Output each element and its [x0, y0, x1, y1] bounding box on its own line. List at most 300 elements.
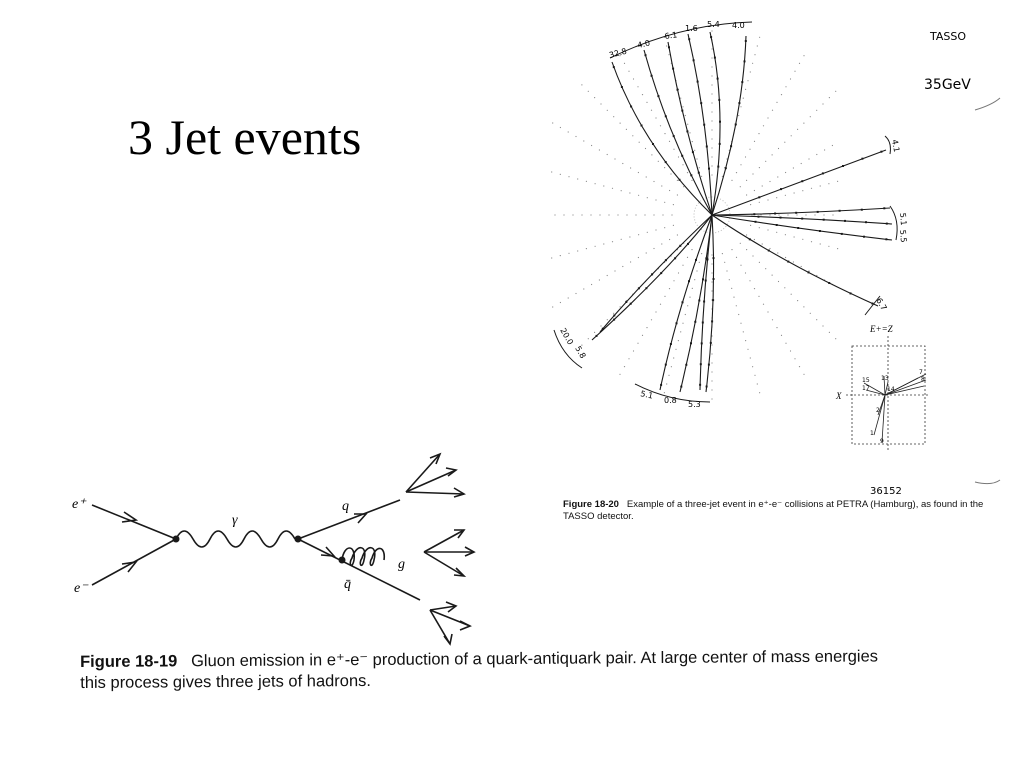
feynman-diagram: [60, 440, 500, 650]
detector-dot: [711, 102, 712, 103]
track-hit: [735, 124, 737, 126]
track-hit: [719, 143, 721, 145]
detector-dot: [811, 188, 812, 189]
detector-dot: [583, 140, 584, 141]
detector-dot: [781, 94, 782, 95]
detector-dot: [660, 304, 661, 305]
detector-dot: [673, 225, 674, 226]
detector-dot: [568, 131, 569, 132]
track-hit: [863, 236, 865, 238]
detector-dot: [787, 214, 788, 215]
detector-label: TASSO: [930, 30, 967, 43]
detector-dot: [664, 202, 665, 203]
inset-plot: [835, 324, 930, 450]
detector-dot: [617, 214, 618, 215]
detector-dot: [711, 138, 712, 139]
detector-dot: [603, 185, 604, 186]
detector-dot: [759, 262, 760, 263]
track-hit: [672, 68, 674, 70]
detector-dot: [678, 272, 679, 273]
momentum-label: 6.1: [664, 30, 678, 41]
detector-dot: [666, 383, 667, 384]
detector-dot: [762, 243, 763, 244]
detector-dot: [791, 294, 792, 295]
detector-dot: [607, 154, 608, 155]
detector-dot: [560, 255, 561, 256]
detector-dot: [607, 275, 608, 276]
momentum-label: 1.6: [685, 24, 698, 33]
detector-dot: [653, 181, 654, 182]
momentum-label: 5.8: [573, 344, 588, 361]
detector-dot: [614, 270, 615, 271]
jet-fan-middle: [424, 530, 474, 576]
detector-dot: [785, 257, 786, 258]
detector-dot: [772, 275, 773, 276]
inset-number: 13: [881, 375, 889, 382]
track-hit: [613, 66, 615, 68]
track-hit: [774, 213, 776, 215]
detector-dot: [607, 110, 608, 111]
track-hit: [613, 319, 615, 321]
caption-text: Example of a three-jet event in e⁺-e⁻ collisions at PETRA (Hamburg), as found in the TASSO detector.: [563, 499, 984, 522]
detector-dot: [577, 178, 578, 179]
particle-track: [600, 215, 712, 332]
detector-dot: [628, 358, 629, 359]
detector-dot: [785, 86, 786, 87]
detector-dot: [722, 176, 723, 177]
momentum-label: 6.7: [874, 296, 889, 313]
momentum-label: 20.0: [558, 326, 575, 347]
detector-dot: [776, 197, 777, 198]
detector-dot: [793, 261, 794, 262]
track-hit: [602, 328, 604, 330]
detector-dot: [701, 176, 702, 177]
detector-dot: [758, 133, 759, 134]
particle-tracks: [592, 32, 892, 392]
detector-dot: [669, 239, 670, 240]
detector-dot: [599, 149, 600, 150]
detector-dot: [552, 306, 553, 307]
detector-dot: [689, 132, 690, 133]
track-hit: [886, 223, 888, 225]
track-hit: [819, 230, 821, 232]
detector-dot: [747, 80, 748, 81]
track-hit: [694, 321, 696, 323]
detector-dot: [784, 287, 785, 288]
detector-dot: [776, 232, 777, 233]
detector-dot: [711, 290, 712, 291]
particle-track: [688, 34, 712, 215]
detector-dot: [711, 93, 712, 94]
track-hit: [613, 315, 615, 317]
track-hit: [688, 38, 690, 40]
detector-dot: [568, 297, 569, 298]
detector-dot: [752, 366, 753, 367]
detector-dot: [740, 265, 741, 266]
track-hit: [844, 220, 846, 222]
detector-dot: [796, 214, 797, 215]
detector-dot: [778, 148, 779, 149]
figure-18-20-caption: [563, 499, 993, 523]
detector-dot: [673, 149, 674, 150]
edge-mark: [975, 98, 1000, 110]
track-hit: [710, 36, 712, 38]
track-hit: [688, 280, 690, 282]
detector-dot: [655, 311, 656, 312]
detector-dot: [822, 325, 823, 326]
track-hit: [665, 259, 667, 261]
energy-label: 35GeV: [924, 77, 971, 93]
detector-dot: [837, 181, 838, 182]
track-hit: [668, 46, 670, 48]
detector-dot: [624, 63, 625, 64]
track-hit: [700, 102, 702, 104]
jet-fan-top: [406, 454, 464, 497]
detector-dot: [754, 141, 755, 142]
detector-dot: [763, 304, 764, 305]
track-hit: [883, 207, 885, 209]
e-minus-label: e⁻: [74, 581, 88, 596]
detector-dot: [711, 30, 712, 31]
detector-dot: [586, 248, 587, 249]
detector-dot: [629, 192, 630, 193]
track-hit: [713, 257, 715, 259]
track-hit: [660, 384, 662, 386]
detector-dot: [805, 214, 806, 215]
detector-dot: [781, 335, 782, 336]
track-hit: [674, 257, 676, 259]
detector-dot: [600, 103, 601, 104]
detector-dot: [745, 156, 746, 157]
gluon-label: g: [398, 557, 405, 572]
track-hit: [693, 59, 695, 61]
track-hit: [711, 320, 713, 322]
track-hit: [645, 287, 647, 289]
detector-dot: [794, 192, 795, 193]
track-hit: [665, 115, 667, 117]
track-hit: [749, 238, 751, 240]
detector-dot: [711, 156, 712, 157]
track-hit: [665, 364, 667, 366]
detector-dot: [816, 110, 817, 111]
detector-dot: [759, 167, 760, 168]
detector-dot: [750, 71, 751, 72]
detector-dot: [711, 84, 712, 85]
detector-dot: [794, 71, 795, 72]
track-hit: [673, 135, 675, 137]
track-hit: [725, 167, 727, 169]
momentum-arcs: [554, 22, 897, 402]
detector-dot: [711, 120, 712, 121]
detector-dot: [591, 145, 592, 146]
gamma-label: γ: [232, 513, 238, 528]
detector-dot: [673, 204, 674, 205]
inset-number: 9: [880, 438, 884, 445]
detector-dot: [711, 57, 712, 58]
detector-dot: [662, 214, 663, 215]
detector-dot: [622, 163, 623, 164]
track-hit: [641, 125, 643, 127]
detector-dot: [759, 202, 760, 203]
track-hit: [690, 174, 692, 176]
detector-dot: [671, 366, 672, 367]
track-hit: [780, 217, 782, 219]
detector-dot: [673, 280, 674, 281]
track-hit: [795, 212, 797, 214]
detector-dot: [699, 262, 700, 263]
detector-dot: [765, 161, 766, 162]
track-hit: [676, 322, 678, 324]
detector-dot: [797, 129, 798, 130]
detector-dot: [731, 180, 732, 181]
momentum-label: 32.8: [608, 46, 628, 60]
detector-dot: [801, 163, 802, 164]
detector-dot: [583, 288, 584, 289]
particle-track: [712, 215, 878, 306]
particle-track: [644, 50, 712, 215]
detector-dot: [560, 174, 561, 175]
detector-dot: [736, 172, 737, 173]
detector-dot: [835, 91, 836, 92]
detector-dot: [591, 284, 592, 285]
detector-dot: [733, 297, 734, 298]
inset-number: 15: [862, 377, 870, 384]
detector-dot: [726, 270, 727, 271]
momentum-label: 0.8: [664, 396, 677, 405]
detector-dot: [664, 296, 665, 297]
detector-dot: [638, 234, 639, 235]
detector-dot: [655, 229, 656, 230]
track-hit: [801, 180, 803, 182]
track-hit: [758, 196, 760, 198]
track-hit: [697, 81, 699, 83]
detector-dot: [736, 305, 737, 306]
detector-dot: [691, 249, 692, 250]
detector-dot: [560, 302, 561, 303]
momentum-label: 4.0: [732, 21, 745, 30]
detector-dot: [711, 66, 712, 67]
detector-dot: [767, 117, 768, 118]
detector-dot: [687, 124, 688, 125]
track-hit: [702, 278, 704, 280]
detector-dot: [608, 214, 609, 215]
detector-dot: [678, 340, 679, 341]
detector-dot: [694, 150, 695, 151]
detector-dot: [772, 154, 773, 155]
detector-dot: [655, 199, 656, 200]
track-hit: [839, 210, 841, 212]
detector-dot: [762, 185, 763, 186]
detector-dot: [633, 78, 634, 79]
track-hit: [718, 99, 720, 101]
track-hit: [686, 130, 688, 132]
track-hit: [625, 301, 627, 303]
detector-dot: [759, 392, 760, 393]
detector-dot: [687, 305, 688, 306]
detector-dot: [675, 349, 676, 350]
detector-dot: [568, 253, 569, 254]
detector-dot: [785, 172, 786, 173]
detector-dot: [790, 350, 791, 351]
detector-dot: [738, 115, 739, 116]
detector-dot: [810, 313, 811, 314]
detector-dot: [628, 71, 629, 72]
detector-dot: [832, 145, 833, 146]
detector-dot: [577, 250, 578, 251]
detector-dot: [637, 86, 638, 87]
inset-axis-left: X: [836, 391, 842, 401]
track-hit: [730, 145, 732, 147]
detector-dot: [731, 249, 732, 250]
track-hit: [657, 95, 659, 97]
detector-dot: [754, 288, 755, 289]
detector-dot: [619, 374, 620, 375]
detector-dot: [824, 149, 825, 150]
track-hit: [880, 151, 882, 153]
detector-dot: [677, 180, 678, 181]
detector-dot: [769, 248, 770, 249]
track-hit: [841, 233, 843, 235]
detector-dot: [820, 185, 821, 186]
slide-title: 3 Jet events: [128, 109, 362, 165]
detector-dot: [711, 272, 712, 273]
detector-dot: [769, 181, 770, 182]
detector-dot: [637, 343, 638, 344]
detector-dot: [668, 375, 669, 376]
detector-dot: [776, 327, 777, 328]
detector-dot: [711, 380, 712, 381]
detector-dot: [575, 136, 576, 137]
detector-dot: [757, 383, 758, 384]
detector-dot: [765, 268, 766, 269]
detector-dot: [711, 263, 712, 264]
detector-dot: [586, 181, 587, 182]
track-hit: [681, 155, 683, 157]
track-hit: [687, 243, 689, 245]
detector-dot: [645, 148, 646, 149]
detector-dot: [568, 176, 569, 177]
detector-dot: [677, 194, 678, 195]
inset-number: 1: [870, 430, 874, 437]
detector-dot: [752, 63, 753, 64]
detector-dot: [687, 257, 688, 258]
track-hit: [681, 110, 683, 112]
detector-dot: [572, 214, 573, 215]
detector-dot: [655, 117, 656, 118]
detector-dot: [647, 232, 648, 233]
detector-dot: [635, 214, 636, 215]
detector-dot: [746, 249, 747, 250]
detector-dot: [711, 129, 712, 130]
track-hit: [652, 143, 654, 145]
detector-dot: [595, 183, 596, 184]
track-hit: [823, 219, 825, 221]
detector-dot: [803, 123, 804, 124]
detector-dot: [738, 314, 739, 315]
detector-dot: [560, 127, 561, 128]
detector-dot: [678, 156, 679, 157]
track-hit: [817, 211, 819, 213]
detector-dot: [626, 129, 627, 130]
detector-dot: [747, 349, 748, 350]
track-hit: [710, 342, 712, 344]
detector-dot: [644, 214, 645, 215]
track-hit: [842, 165, 844, 167]
detector-dot: [642, 94, 643, 95]
detector-dot: [669, 288, 670, 289]
e-plus-label: e⁺: [72, 497, 86, 512]
detector-dot: [621, 239, 622, 240]
detector-dot: [802, 190, 803, 191]
track-hit: [755, 221, 757, 223]
detector-dot: [581, 214, 582, 215]
detector-dot: [600, 325, 601, 326]
track-hit: [699, 384, 701, 386]
detector-dot: [767, 229, 768, 230]
detector-dot: [776, 102, 777, 103]
track-hit: [808, 271, 810, 273]
track-hit: [706, 146, 708, 148]
detector-dot: [677, 234, 678, 235]
inset-number: 8: [921, 376, 925, 383]
detector-dot: [638, 172, 639, 173]
vertex: [339, 557, 346, 564]
detector-dot: [682, 265, 683, 266]
track-hit: [861, 158, 863, 160]
track-hit: [712, 299, 714, 301]
detector-dot: [633, 350, 634, 351]
detector-dot: [588, 338, 589, 339]
detector-dot: [749, 280, 750, 281]
track-hit: [758, 216, 760, 218]
detector-dot: [752, 255, 753, 256]
detector-dot: [801, 266, 802, 267]
detector-dot: [711, 254, 712, 255]
detector-dot: [696, 158, 697, 159]
edge-mark: [975, 480, 1000, 484]
detector-dot: [711, 48, 712, 49]
detector-dot: [551, 257, 552, 258]
detector-dot: [711, 344, 712, 345]
detector-dot: [803, 306, 804, 307]
track-hit: [690, 342, 692, 344]
track-hit: [679, 179, 681, 181]
detector-dot: [785, 234, 786, 235]
particle-track: [592, 215, 712, 340]
detector-dot: [803, 374, 804, 375]
particle-track: [612, 62, 712, 215]
detector-dot: [745, 272, 746, 273]
track-hit: [660, 272, 662, 274]
quark-line: [298, 500, 400, 539]
track-hit: [705, 280, 707, 282]
track-hit: [865, 221, 867, 223]
inset-number: 17: [862, 385, 870, 392]
track-hit: [745, 40, 747, 42]
e-plus-line: [92, 505, 176, 539]
detector-dot: [759, 37, 760, 38]
detector-dot: [599, 279, 600, 280]
detector-dot: [658, 161, 659, 162]
detector-dot: [620, 123, 621, 124]
detector-dot: [666, 45, 667, 46]
detector-dot: [669, 141, 670, 142]
detector-dot: [797, 300, 798, 301]
detector-dot: [594, 332, 595, 333]
detector-dot: [646, 252, 647, 253]
detector-dot: [642, 335, 643, 336]
detector-dot: [699, 167, 700, 168]
